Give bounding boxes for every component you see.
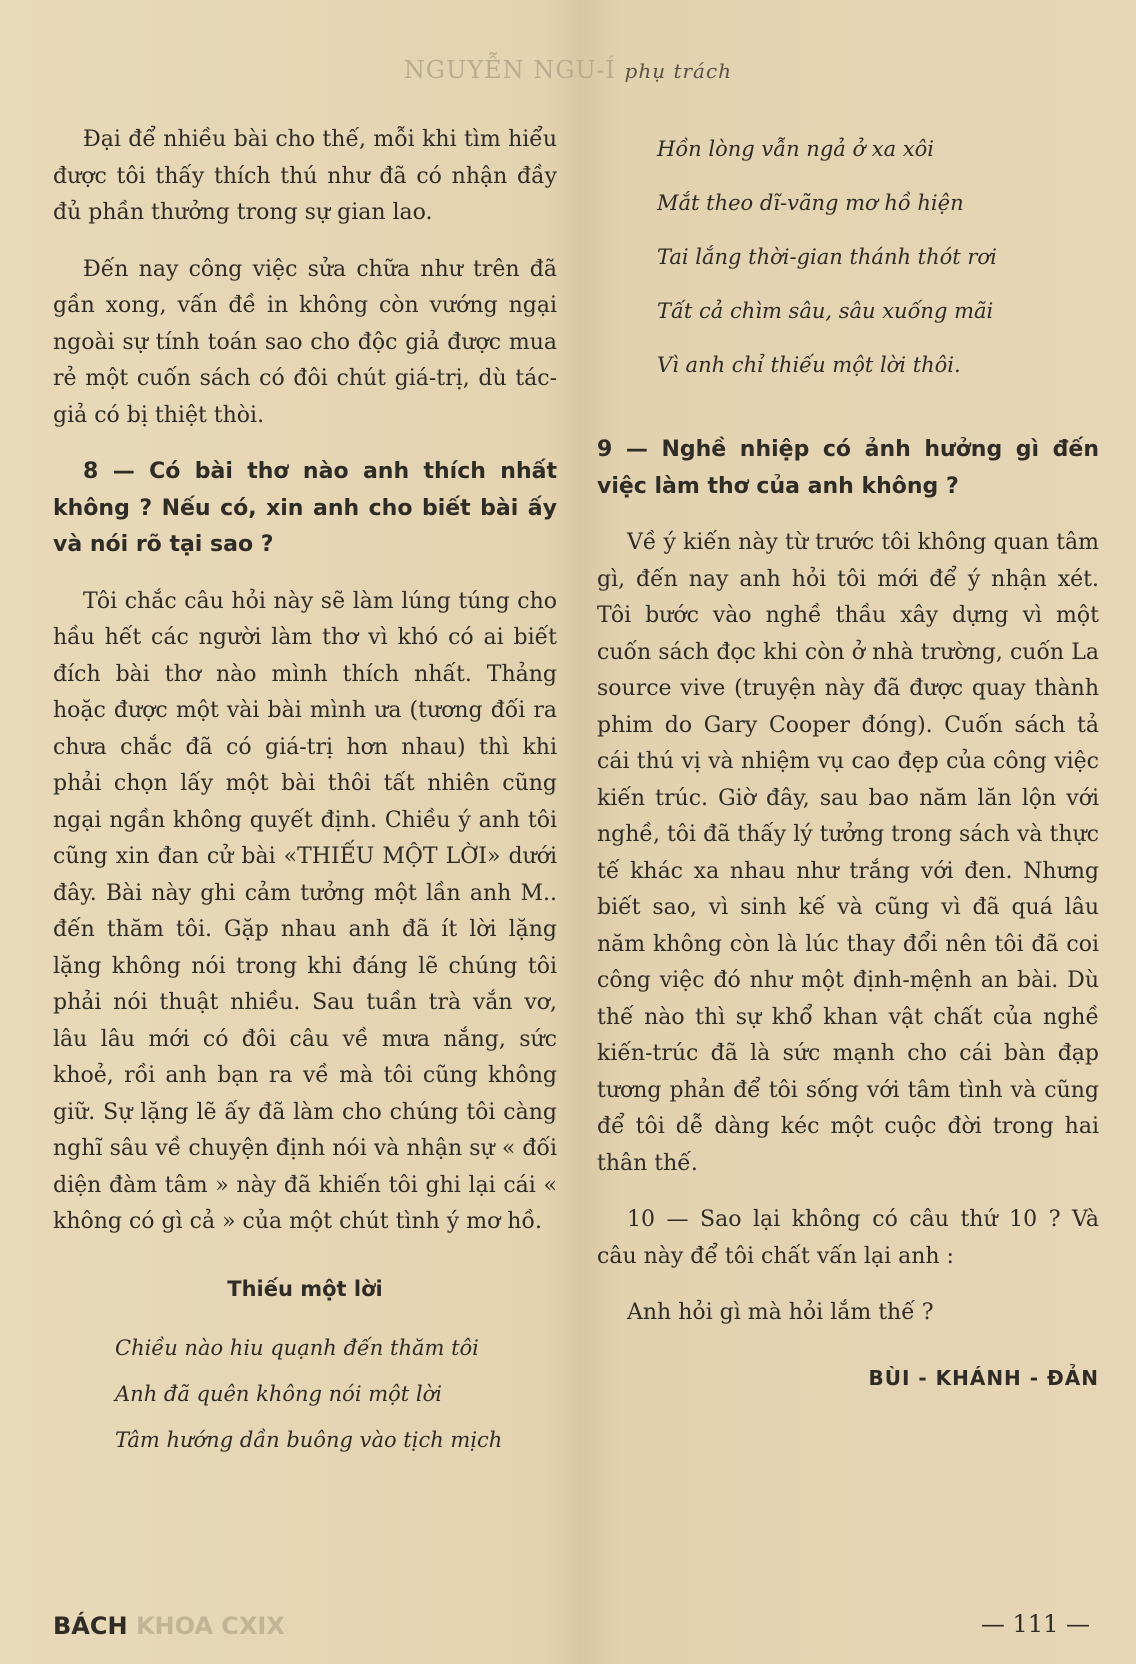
column-editor-role: phụ trách — [624, 59, 733, 83]
paragraph: Về ý kiến này từ trước tôi không quan tâm gì, đến nay anh hỏi tôi mới để ý nhận xét. Tôi bước vào nghề thầu xây dựng vì một cuốn sách đọc khi còn ở nhà trường, cuốn La source vive (truyện này đã được quay thành phim do Gary Cooper đóng). Cuốn sách tả cái thú vị và nhiệm vụ cao đẹp của công việc kiến trúc. Giờ đây, sau bao năm lăn lộn với nghề, tôi đã thấy lý tưởng trong sách và thực tế khác xa nhau như trắng với đen. Nhưng biết sao, vì sinh kế và cũng vì đã quá lâu năm không còn là lúc thay đổi nên tôi đã coi công việc đó như một định-mệnh an bài. Dù thế nào thì sự khổ khan vật chất của nghề kiến-trúc đã là sức mạnh cho cái bàn đạp tương phản để tôi sống với tâm tình và cũng để tôi dễ dàng kéc một cuộc đời trong hai thân thế. — [597, 530, 1099, 1176]
paragraph: Tôi chắc câu hỏi này sẽ làm lúng túng cho hầu hết các người làm thơ vì khó có ai biết đích bài thơ nào mình thích nhất. Thảng hoặc được một vài bài mình ưa (tương đối ra chưa chắc đã có giá-trị hơn nhau) thì khi phải chọn lấy một bài thôi tất nhiên cũng ngại ngần không quyết định. Chiều ý anh tôi cũng xin đan cử bài «THIẾU MỘT LỜI» dưới đây. Bài này ghi cảm tưởng một lần anh M.. đến thăm tôi. Gặp nhau anh đã ít lời lặng lặng không nói trong khi đáng lẽ chúng tôi phải nói thuật nhiều. Sau tuần trà vắn vơ, lâu lâu mới có đôi câu về mưa nắng, sức khoẻ, rồi anh bạn ra về mà tôi cũng không giữ. Sự lặng lẽ ấy đã làm cho chúng tôi càng nghĩ sâu về chuyện định nói và nhận sự « đối diện đàm tâm » này đã khiến tôi ghi lại cái « không có gì cả » của một chút tình ý mơ hồ. — [53, 588, 557, 1234]
closing-question: Anh hỏi gì mà hỏi lắm thế ? — [627, 1300, 934, 1325]
poem-line: Tai lắng thời-gian thánh thót rơi — [657, 245, 997, 269]
poem-title: Thiếu một lời — [227, 1276, 383, 1301]
page-header — [0, 56, 1136, 84]
magazine-name-part: BÁCH — [53, 1612, 128, 1640]
paragraph: Đến nay công việc sửa chữa như trên đã gần xong, vấn đề in không còn vướng ngại ngoài sự tính toán sao cho độc giả được mua rẻ một cuốn sách có đôi chút giá-trị, dù tác-giả có bị thiệt thòi. — [53, 256, 557, 428]
poem-line: Tâm hướng dần buông vào tịch mịch — [115, 1427, 503, 1452]
right-column — [597, 122, 1099, 1390]
issue-number: KHOA CXIX — [135, 1612, 285, 1640]
page-number: — 111 — — [980, 1610, 1090, 1638]
poem-line: Tất cả chìm sâu, sâu xuống mãi — [657, 299, 994, 323]
question-8: 8 — Có bài thơ nào anh thích nhất không ? Nếu có, xin anh cho biết bài ấy và nói rõ tại sao ? — [53, 459, 557, 557]
question-9: 9 — Nghề nhiệp có ảnh hưởng gì đến việc làm thơ của anh không ? — [597, 437, 1099, 499]
author-signature: BÙI - KHÁNH - ĐẢN — [868, 1365, 1099, 1390]
poem-line: Mắt theo dĩ-vãng mơ hồ hiện — [657, 191, 964, 215]
poem-line: Anh đã quên không nói một lời — [115, 1381, 442, 1406]
column-editor-name: NGUYỄN NGU-Í — [403, 56, 616, 84]
poem-line: Hồn lòng vẫn ngả ở xa xôi — [657, 137, 935, 161]
poem-line: Vì anh chỉ thiếu một lời thôi. — [657, 353, 961, 377]
question-10: 10 — Sao lại không có câu thứ 10 ? Và câu này để tôi chất vấn lại anh : — [597, 1207, 1099, 1269]
magazine-name — [53, 1612, 285, 1640]
left-column — [53, 122, 557, 1463]
paragraph: Đại để nhiều bài cho thế, mỗi khi tìm hiểu được tôi thấy thích thú như đã có nhận đầy đủ phần thưởng trong sự gian lao. — [53, 127, 557, 225]
poem-line: Chiều nào hiu quạnh đến thăm tôi — [115, 1335, 479, 1360]
